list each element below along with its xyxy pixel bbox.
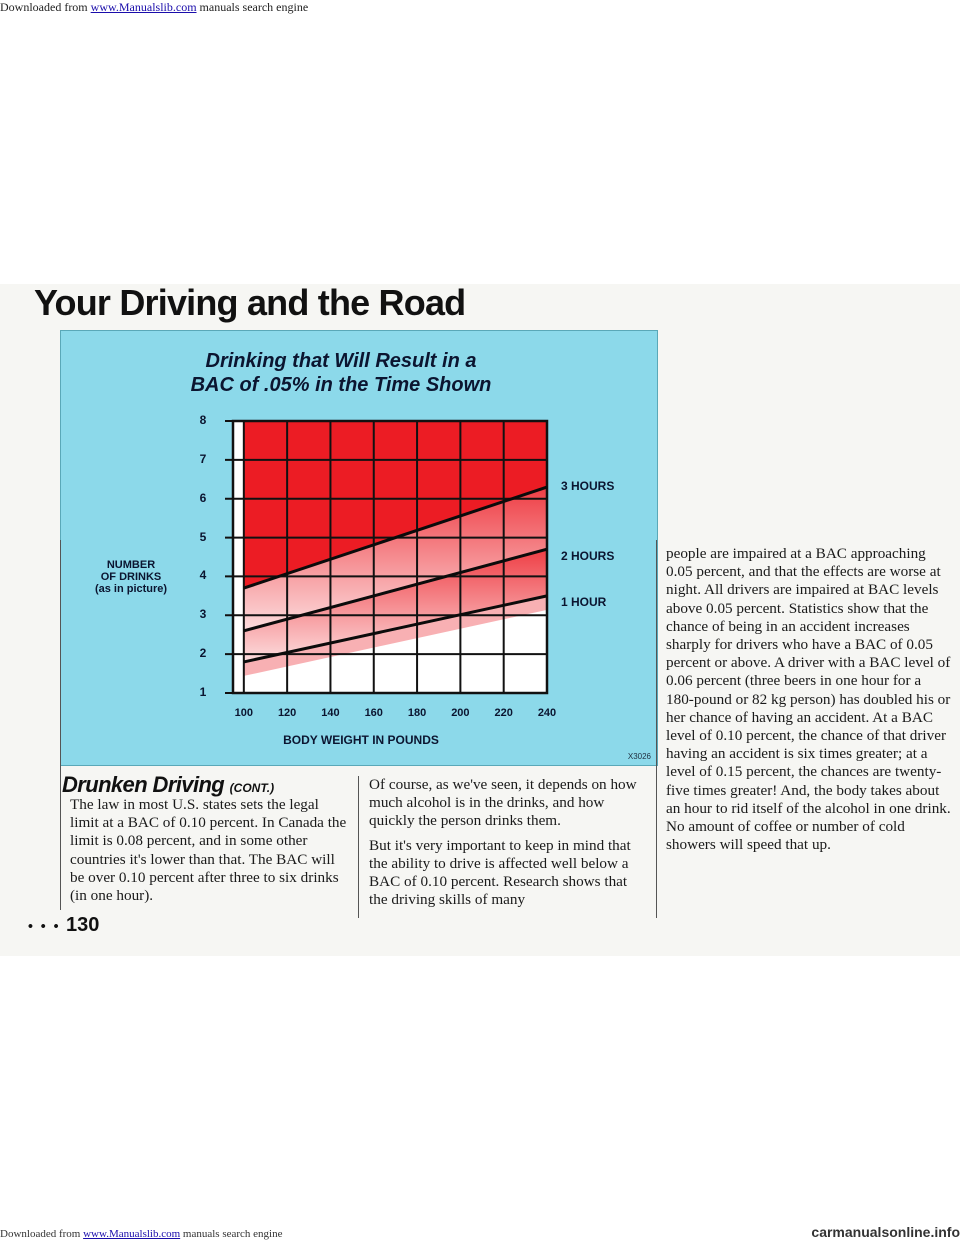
y-tick-8: 8 — [199, 413, 207, 427]
col2-paragraph-1: Of course, as we've seen, it depends on how much alcohol is in the drinks, and how quickly the person drinks them. — [369, 776, 637, 830]
x-tick-160: 160 — [364, 707, 383, 719]
source-note-top: Downloaded from www.Manualslib.com manuals search engine — [0, 0, 309, 14]
x-tick-200: 200 — [451, 707, 470, 719]
y-axis-label — [81, 559, 181, 595]
series-label-3-hours: 3 HOURS — [561, 479, 615, 494]
figure-code: X3026 — [627, 752, 651, 761]
x-axis-label: BODY WEIGHT IN POUNDS — [283, 733, 439, 747]
y-tick-7: 7 — [199, 451, 207, 466]
series-label-1-hour: 1 HOUR — [561, 594, 607, 609]
page-number-value: 130 — [66, 914, 100, 936]
chart-title-line-2: BAC of .05% in the Time Shown — [190, 374, 492, 396]
page-number-dots: • • • — [28, 917, 61, 934]
column-rule-1 — [60, 540, 61, 910]
text-column-3 — [666, 545, 952, 860]
chart-title — [61, 349, 621, 397]
page-number — [28, 914, 99, 937]
x-tick-220: 220 — [494, 707, 513, 719]
col3-paragraph: people are impaired at a BAC approaching 0.05 percent, and that the effects are worse at night. All drivers are impaired at BAC levels above 0.05 percent. Statistics show that the chance of being in an accident increases sharply for drivers who have a BAC of 0.05 percent or above. A driver with a BAC level of 0.06 percent (three beers in one hour for a 180-pound or 82 kg person) has doubled his or her chance of having an accident. At a BAC level of 0.10 percent, the chance of that driver having an accident is six times greater; at a level of 0.15 percent, the chances are twenty-five times greater! And, the body takes about an hour to rid itself of the alcohol in one drink. No amount of coffee or number of cold showers will speed that up. — [666, 545, 951, 854]
text-column-2 — [369, 776, 649, 915]
x-tick-100: 100 — [234, 707, 253, 719]
y-axis-label-line-2: OF DRINKS — [100, 571, 162, 583]
y-axis-label-line-1: NUMBER — [106, 559, 156, 571]
y-axis-label-line-3: (as in picture) — [94, 583, 168, 595]
col2-paragraph-2: But it's very important to keep in mind that the ability to drive is affected well below a BAC of 0.10 percent. Research shows that the driving skills of many — [369, 836, 631, 909]
x-tick-120: 120 — [277, 707, 297, 719]
y-tick-2: 2 — [199, 646, 207, 661]
x-tick-140: 140 — [321, 707, 340, 719]
section-heading-suffix: (CONT.) — [229, 781, 275, 795]
x-tick-180: 180 — [407, 707, 427, 719]
y-tick-3: 3 — [199, 607, 207, 622]
section-heading-text: Drunken Driving — [62, 772, 225, 797]
bac-chart-figure — [60, 330, 658, 766]
column-rule-3 — [656, 540, 657, 918]
col1-paragraph: The law in most U.S. states sets the legal limit at a BAC of 0.10 percent. In Canada the limit is 0.08 percent, and in some other countries it's lower than that. The BAC will be over 0.10 percent after three to six drinks (in one hour). — [70, 796, 347, 905]
watermark: carmanualsonline.info — [811, 1224, 960, 1240]
manualslib-link-bottom[interactable]: www.Manualslib.com — [83, 1228, 181, 1240]
y-tick-5: 5 — [199, 529, 207, 544]
page-title: Your Driving and the Road — [34, 282, 466, 323]
chart-title-line-1: Drinking that Will Result in a — [205, 350, 477, 372]
y-tick-4: 4 — [199, 568, 207, 583]
y-tick-1: 1 — [199, 685, 207, 699]
series-label-2-hours: 2 HOURS — [561, 548, 615, 563]
section-heading — [62, 772, 274, 798]
source-note-bottom: Downloaded from www.Manualslib.com manuals search engine — [0, 1228, 283, 1240]
x-tick-240: 240 — [537, 707, 557, 719]
y-tick-6: 6 — [199, 490, 207, 505]
text-column-1 — [70, 796, 348, 911]
manualslib-link[interactable]: www.Manualslib.com — [90, 0, 197, 14]
column-rule-2 — [358, 776, 359, 918]
